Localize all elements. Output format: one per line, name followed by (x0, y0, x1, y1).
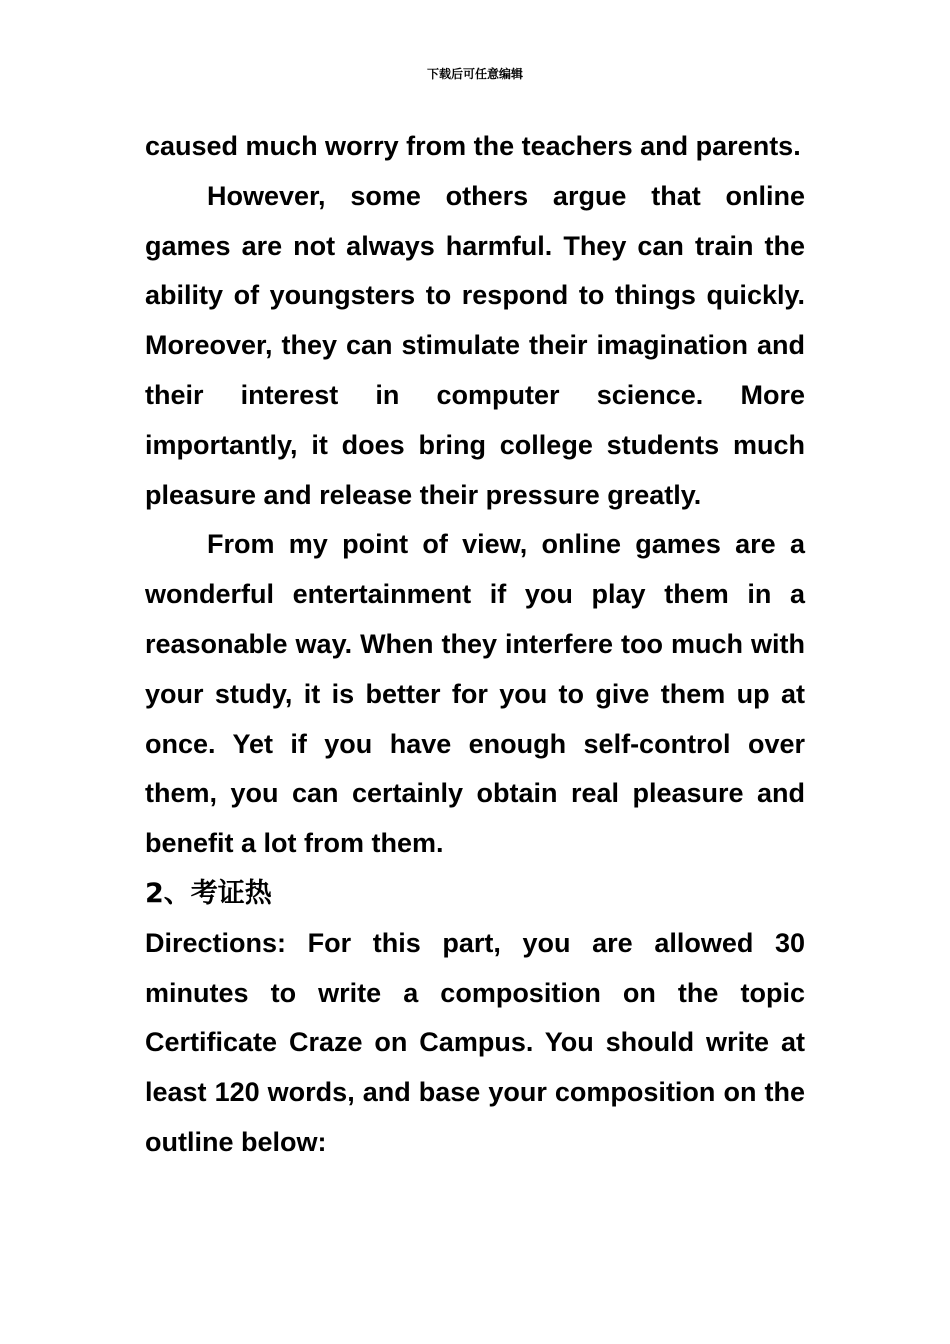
page-header: 下载后可任意编辑 (426, 67, 523, 81)
paragraph-point-of-view: From my point of view, online games are a wonderful entertainment if you play them in a reasonable way. When they interfere too much with your study, it is better for you to give them up at once. Yet if you have enough self-control over them, you can certainly obtain real pleasure and benefit a lot from them. (145, 529, 805, 859)
paragraph-however: However, some others argue that online games are not always harmful. They can train the ability of youngsters to respond to things quickly. Moreover, they can stimulate their imagination and their interest in computer science. More importantly, it does bring college students much pleasure and release their pressure greatly. (145, 180, 805, 510)
section-heading: 2、考证热 (145, 877, 272, 909)
document-body (145, 122, 805, 1168)
directions-paragraph: Directions: For this part, you are allowed 30 minutes to write a composition on the topic Certificate Craze on Campus. You should write at least 120 words, and base your composition on the outline below: (145, 927, 805, 1157)
paragraph-continuation: caused much worry from the teachers and parents. (145, 131, 801, 161)
